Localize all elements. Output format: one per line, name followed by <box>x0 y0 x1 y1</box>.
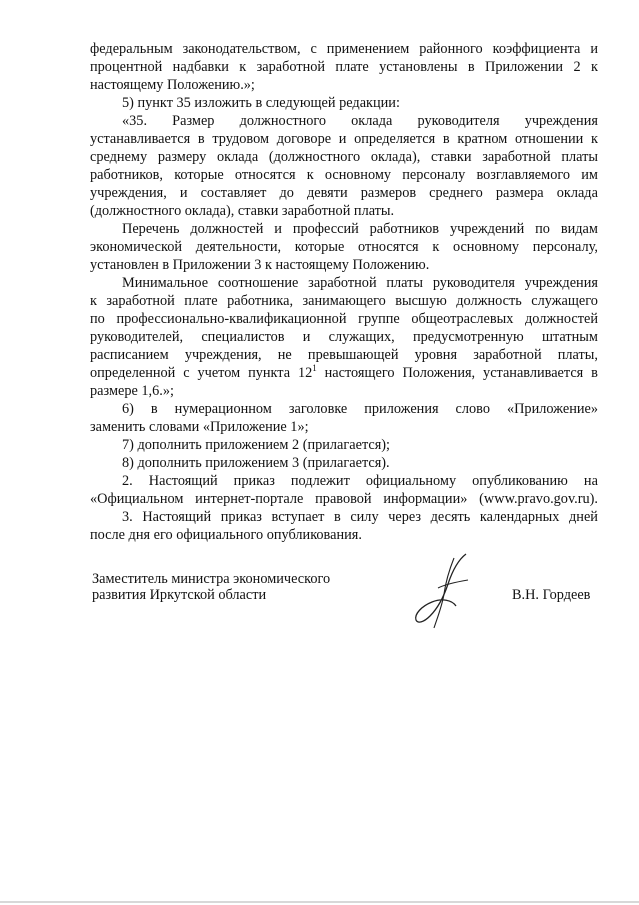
signatory-name: В.Н. Гордеев <box>512 587 591 603</box>
paragraph <box>90 400 598 436</box>
text-line: 6) в нумерационном заголовке приложения слово «Приложение» <box>122 401 598 417</box>
signatory-position-line-1: Заместитель министра экономического <box>92 571 331 587</box>
text-line: установлен в Приложении 3 к настоящему Положению. <box>90 257 430 273</box>
text-line: 7) дополнить приложением 2 (прилагается); <box>122 437 391 453</box>
document-body <box>90 40 598 544</box>
text-line: среднему размеру оклада (должностного оклада), ставки заработной платы <box>90 149 598 165</box>
signatory-position-line-2: развития Иркутской области <box>92 587 267 603</box>
text-line: учреждения, и составляет до девяти размеров среднего размера оклада <box>90 185 598 201</box>
paragraph <box>90 274 598 400</box>
text-line: Перечень должностей и профессий работников учреждений по видам <box>122 221 598 237</box>
paragraph <box>90 40 598 94</box>
text-line: 2. Настоящий приказ подлежит официальному опубликованию на <box>122 473 598 489</box>
paragraph <box>90 508 598 544</box>
text-line: экономической деятельности, которые относятся к основному персоналу, <box>90 239 598 255</box>
text-line: (должностного оклада), ставки заработной платы. <box>90 203 395 219</box>
text-line: настоящему Положению.»; <box>90 77 255 93</box>
text-line: «35. Размер должностного оклада руководителя учреждения <box>122 113 598 129</box>
paragraph <box>90 472 598 508</box>
text-line: 3. Настоящий приказ вступает в силу через десять календарных дней <box>122 509 598 525</box>
text-line: работников, которые относятся к основному персоналу возглавляемого им <box>90 167 598 183</box>
text-line: заменить словами «Приложение 1»; <box>90 419 309 435</box>
text-line: к заработной плате работника, занимающего высшую должность служащего <box>90 293 598 309</box>
text-line: по профессионально-квалификационной группе общеотраслевых должностей <box>90 311 598 327</box>
paragraph <box>90 436 598 454</box>
text-line: после дня его официального опубликования. <box>90 527 362 543</box>
signatory-position <box>92 571 330 603</box>
text-line: федеральным законодательством, с применением районного коэффициента и <box>90 41 598 57</box>
text-line: расписанием учреждения, не превышающей уровня заработной платы, <box>90 347 598 363</box>
paragraph <box>90 94 598 112</box>
text-line: устанавливается в трудовом договоре и определяется в кратном отношении к <box>90 131 598 147</box>
text-line: определенной с учетом пункта $12^1$ настоящего Положения, устанавливается в <box>90 363 598 381</box>
text-line: размере 1,6.»; <box>90 383 174 399</box>
text-line: «Официальном интернет-портале правовой информации» (www.pravo.gov.ru). <box>90 491 598 507</box>
text-line: 8) дополнить приложением 3 (прилагается). <box>122 455 390 471</box>
text-line: 5) пункт 35 изложить в следующей редакции: <box>122 95 400 111</box>
paragraph <box>90 454 598 472</box>
text-line: Минимальное соотношение заработной платы руководителя учреждения <box>122 275 598 291</box>
text-line: процентной надбавки к заработной плате установлены в Приложении 2 к <box>90 59 598 75</box>
handwritten-signature <box>408 550 480 632</box>
paragraph <box>90 220 598 274</box>
scan-artifact <box>0 898 639 905</box>
paragraph <box>90 112 598 220</box>
text-line: руководителей, специалистов и служащих, предусмотренную штатным <box>90 329 598 345</box>
